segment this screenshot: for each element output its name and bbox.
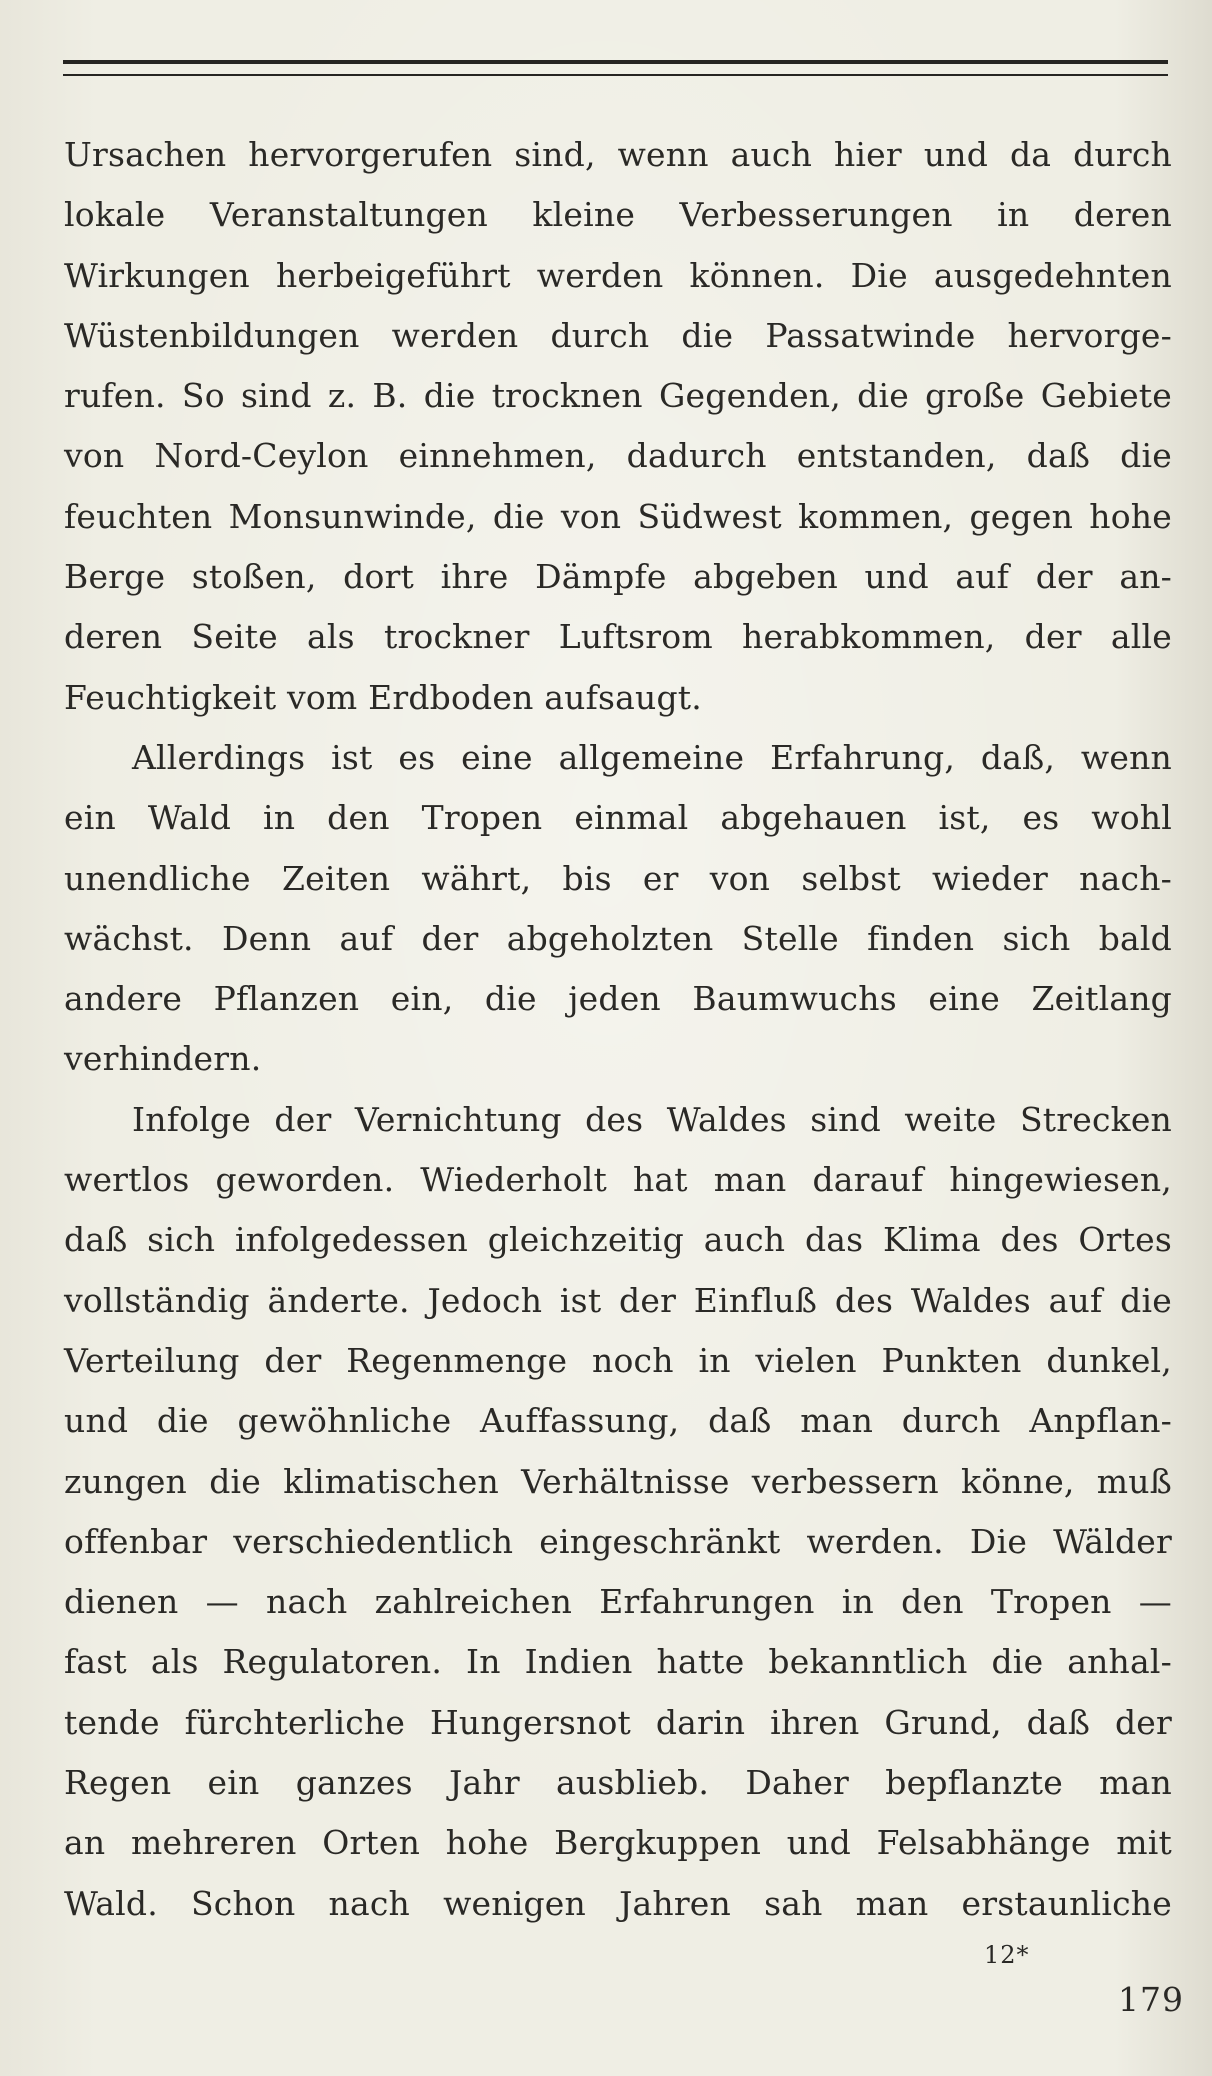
text-line: andere Pflanzen ein, die jeden Baumwuchs eine Zeitlang xyxy=(64,979,1172,1019)
text-line: vollständig änderte. Jedoch ist der Einfluß des Waldes auf die xyxy=(64,1280,1172,1320)
text-line: Infolge der Vernichtung des Waldes sind weite Strecken xyxy=(132,1099,1172,1139)
header-rule-thin xyxy=(63,74,1168,76)
header-rule-thick xyxy=(63,60,1168,64)
text-line: zungen die klimatischen Verhältnisse verbessern könne, muß xyxy=(64,1461,1172,1501)
text-line: daß sich infolgedessen gleichzeitig auch das Klima des Ortes xyxy=(64,1220,1172,1260)
text-line: tende fürchterliche Hungersnot darin ihren Grund, daß der xyxy=(64,1702,1172,1742)
text-line: deren Seite als trockner Luftsrom herabkommen, der alle xyxy=(64,617,1172,657)
text-line: und die gewöhnliche Auffassung, daß man durch Anpflan- xyxy=(64,1401,1172,1441)
text-line: rufen. So sind z. B. die trocknen Gegenden, die große Gebiete xyxy=(64,376,1172,416)
text-line: Allerdings ist es eine allgemeine Erfahrung, daß, wenn xyxy=(132,737,1172,777)
text-line: ein Wald in den Tropen einmal abgehauen ist, es wohl xyxy=(64,798,1172,838)
text-line: Regen ein ganzes Jahr ausblieb. Daher bepflanzte man xyxy=(64,1763,1172,1803)
text-line: unendliche Zeiten währt, bis er von selbst wieder nach- xyxy=(64,858,1172,898)
signature-mark: 12* xyxy=(984,1941,1030,1969)
text-line: fast als Regulatoren. In Indien hatte bekanntlich die anhal- xyxy=(64,1642,1172,1682)
body-text xyxy=(64,125,1172,1934)
text-line: verhindern. xyxy=(64,1039,262,1079)
text-line: an mehreren Orten hohe Bergkuppen und Felsabhänge mit xyxy=(64,1823,1172,1863)
text-line: Feuchtigkeit vom Erdboden aufsaugt. xyxy=(64,677,702,717)
text-line: feuchten Monsunwinde, die von Südwest kommen, gegen hohe xyxy=(64,496,1172,536)
text-line: Verteilung der Regenmenge noch in vielen Punkten dunkel, xyxy=(64,1340,1172,1380)
text-line: Berge stoßen, dort ihre Dämpfe abgeben und auf der an- xyxy=(64,557,1172,597)
text-line: wächst. Denn auf der abgeholzten Stelle finden sich bald xyxy=(64,918,1172,958)
text-line: wertlos geworden. Wiederholt hat man darauf hingewiesen, xyxy=(64,1160,1172,1200)
text-line: offenbar verschiedentlich eingeschränkt werden. Die Wälder xyxy=(64,1521,1172,1561)
text-line: Wald. Schon nach wenigen Jahren sah man erstaunliche xyxy=(64,1883,1172,1923)
text-line: Wüstenbildungen werden durch die Passatwinde hervorge- xyxy=(64,315,1172,355)
text-line: dienen — nach zahlreichen Erfahrungen in den Tropen — xyxy=(64,1582,1172,1622)
page-number: 179 xyxy=(1118,1980,1184,2019)
text-line: lokale Veranstaltungen kleine Verbesserungen in deren xyxy=(64,195,1172,235)
text-line: Ursachen hervorgerufen sind, wenn auch hier und da durch xyxy=(64,135,1172,174)
text-line: Wirkungen herbeigeführt werden können. Die ausgedehnten xyxy=(64,255,1172,295)
text-line: von Nord-Ceylon einnehmen, dadurch entstanden, daß die xyxy=(64,436,1172,476)
